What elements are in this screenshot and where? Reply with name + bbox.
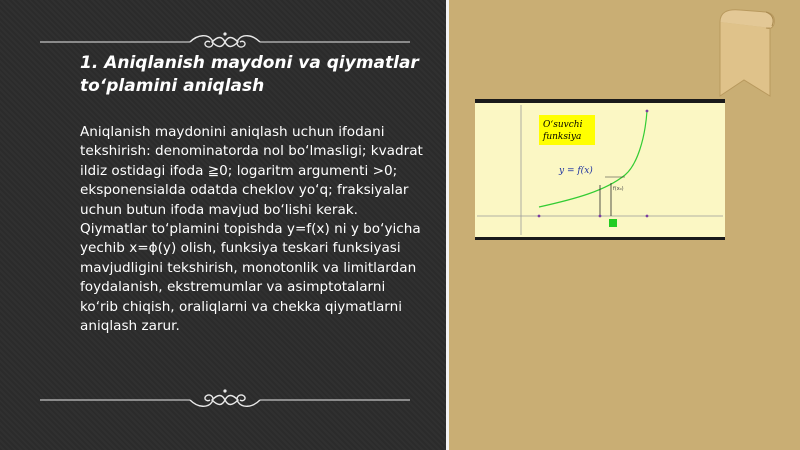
graph-formula: y = f(x) xyxy=(559,166,593,176)
graph-caption-line2: funksiya xyxy=(543,132,582,142)
slide-body-text: Aniqlanish maydonini aniqlash uchun ifodani tekshirish: denominatorda nol bo‘lmasligi; kvadrat ildiz ostidagi ifoda ≧0; logaritm argumenti >0; eksponensialda odatda cheklov yo‘q; fraksiyalar uchun butun ifoda mavjud bo‘lishi kerak. Qiymatlar to‘plamini topishda y=f(x) ni y bo‘yicha yechib x=ϕ(y) olish, funksiya teskari funksiyasi mavjudligini tekshirish, monotonlik va limitlardan foydalanish, ekstremumlar va asimptotalarni ko‘rib chiqish, oraliqlarni va chekka qiymatlarni aniqlash zarur. xyxy=(80,124,423,335)
increasing-function-graph xyxy=(475,99,725,240)
bookmark-ribbon-icon xyxy=(716,0,778,98)
slide-title: 1. Aniqlanish maydoni va qiymatlar to‘plamini aniqlash xyxy=(80,53,419,96)
bottom-ornament-icon xyxy=(40,388,410,412)
graph-caption-line1: O‘suvchi xyxy=(543,120,583,130)
panel-divider xyxy=(446,0,449,450)
graph-green-marker xyxy=(609,219,617,227)
graph-small-label: f(x₀) xyxy=(613,186,624,192)
top-ornament-icon xyxy=(40,30,410,54)
